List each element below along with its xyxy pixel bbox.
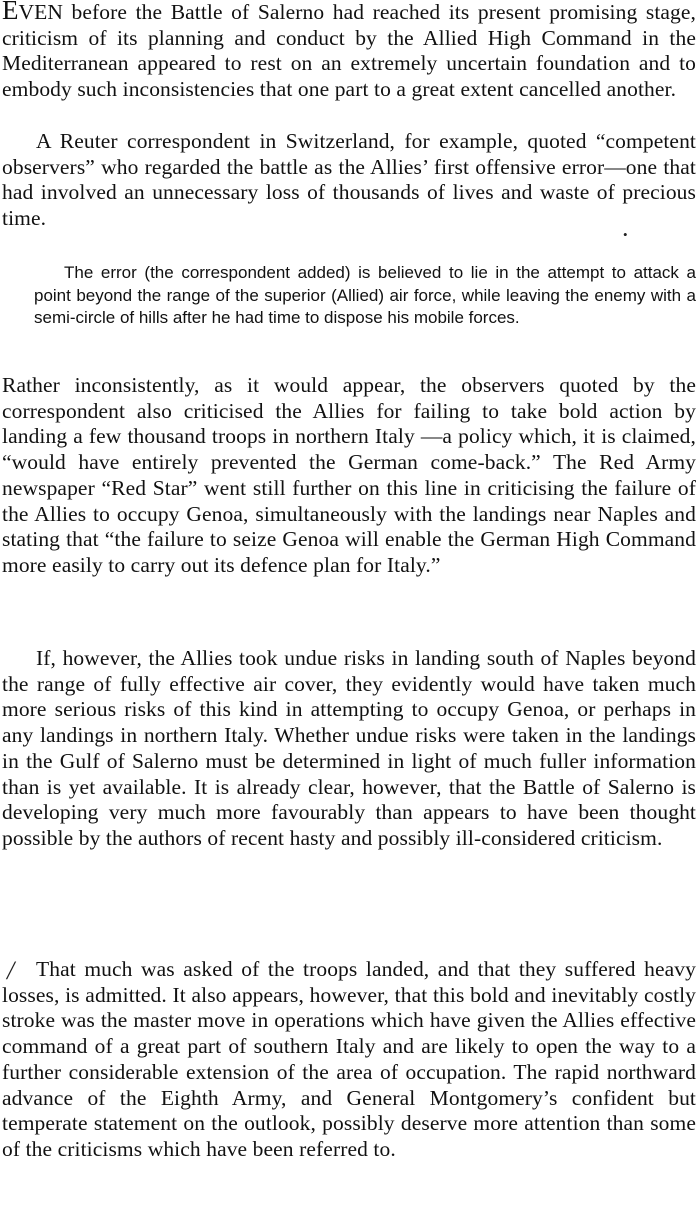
- paragraph-reuter: A Reuter correspondent in Switzerland, for example, quoted “competent observers” who regarded the battle as the Allies’ first offensive error—one that had involved an unnecessary loss of thousands of lives and waste of precious time.: [2, 129, 696, 231]
- ink-dot-mark: •: [623, 227, 628, 242]
- drop-cap: E: [2, 0, 19, 25]
- ink-slash-mark: /: [7, 956, 15, 985]
- paragraph-opening-text: VEN before the Battle of Salerno had reached its present promising stage, criticism of its planning and conduct by the Allied High Command in the Mediterranean appeared to rest on an extremely uncertain foundation and to embody such inconsistencies that one part to a great extent cancelled another.: [2, 0, 696, 102]
- paragraph-inconsistency: Rather inconsistently, as it would appear, the observers quoted by the correspondent also criticised the Allies for failing to take bold action by landing a few thousand troops in northern Italy —a policy which, it is claimed, “would have entirely prevented the German come-back.” The Red Army newspaper “Red Star” went still further on this line in criticising the failure of the Allies to occupy Genoa, simultaneously with the landings near Naples and stating that “the failure to seize Genoa will enable the German High Command more easily to carry out its defence plan for Italy.”: [2, 373, 696, 577]
- paragraph-risks: If, however, the Allies took undue risks in landing south of Naples beyond the range of fully effective air cover, they evidently would have taken much more serious risks of this kind in attempting to occupy Genoa, or perhaps in any landings in northern Italy. Whether undue risks were taken in the landings in the Gulf of Salerno must be determined in light of much fuller information than is yet available. It is already clear, however, that the Battle of Salerno is developing very much more favourably than appears to have been thought possible by the authors of recent hasty and possibly ill-considered criticism.: [2, 646, 696, 850]
- quoted-block: The error (the correspondent added) is believed to lie in the attempt to attack a point beyond the range of the superior (Allied) air force, while leaving the enemy with a semi-circle of hills after he had time to dispose his mobile forces.: [34, 263, 696, 327]
- paragraph-opening: [2, 0, 696, 103]
- paragraph-conclusion: That much was asked of the troops landed, and that they suffered heavy losses, is admitted. It also appears, however, that this bold and inevitably costly stroke was the master move in operations which have given the Allies effective command of a great part of southern Italy and are likely to open the way to a further considerable extension of the area of occupation. The rapid northward advance of the Eighth Army, and General Montgomery’s confident but temperate statement on the outlook, possibly deserve more attention than some of the criticisms which have been referred to.: [2, 957, 696, 1161]
